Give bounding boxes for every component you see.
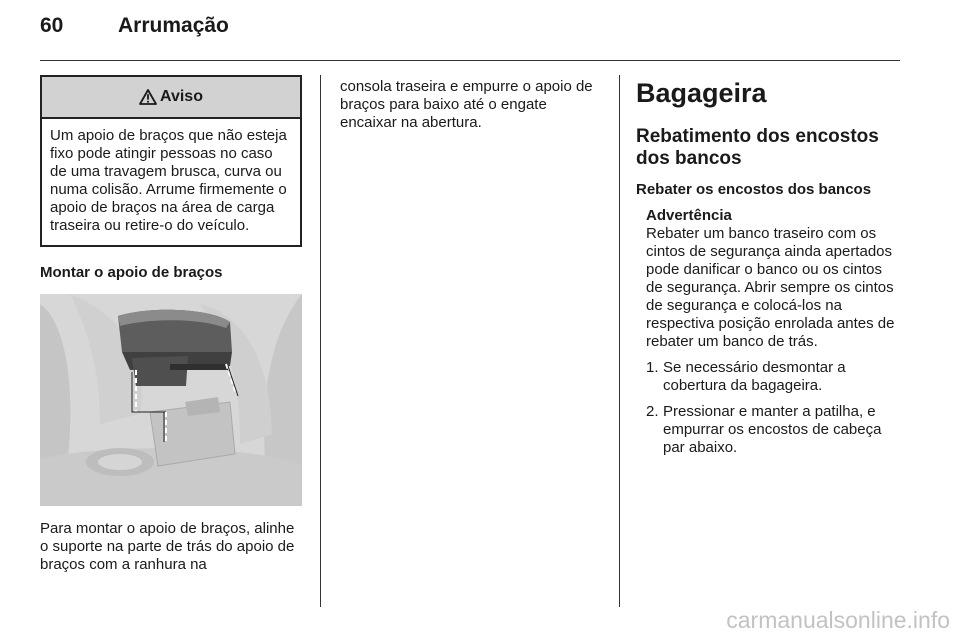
- section-title: Bagageira: [636, 78, 767, 108]
- section-subtitle: Rebatimento dos encostos dos bancos: [636, 126, 879, 169]
- page-number: 60: [40, 14, 64, 37]
- list-item: [646, 403, 901, 457]
- note-title: Advertência: [646, 207, 732, 224]
- column-divider-1: [320, 75, 321, 607]
- column-divider-2: [619, 75, 620, 607]
- page-title: Arrumação: [118, 14, 229, 37]
- watermark: carmanualsonline.info: [726, 607, 950, 633]
- column-left: [40, 75, 302, 574]
- column-right: [636, 78, 901, 465]
- warning-box: [40, 75, 302, 247]
- warning-heading: Aviso: [160, 88, 203, 105]
- warning-text: Um apoio de braços que não esteja fixo pode atingir pessoas no caso de uma travagem brusca, curva ou numa colisão. Arrume firmemente o apoio de braços na área de carga traseira ou retire-o do veículo.: [50, 127, 287, 234]
- mount-paragraph: Para montar o apoio de braços, alinhe o suporte na parte de trás do apoio de braços com a ranhura na: [40, 520, 295, 573]
- subsection-heading: Rebater os encostos dos bancos: [636, 181, 872, 198]
- step-number: 1.: [646, 359, 659, 376]
- column-middle: [340, 78, 605, 132]
- armrest-illustration: [40, 294, 302, 506]
- step-number: 2.: [646, 403, 659, 420]
- list-item: [646, 359, 901, 395]
- warning-triangle-icon: [139, 89, 157, 105]
- step-text: Se necessário desmontar a cobertura da bagageira.: [663, 359, 846, 394]
- mount-heading: Montar o apoio de braços: [40, 264, 223, 281]
- note-block: [636, 207, 901, 457]
- warning-header: [42, 77, 300, 119]
- continuation-paragraph: consola traseira e empurre o apoio de braços para baixo até o engate encaixar na abertura.: [340, 78, 593, 131]
- step-text: Pressionar e manter a patilha, e empurrar os encostos de cabeça par abaixo.: [663, 403, 882, 456]
- header-rule: [40, 60, 900, 61]
- steps-list: [646, 359, 901, 457]
- note-text: Rebater um banco traseiro com os cintos de segurança ainda apertados pode danificar o banco ou os cintos de segurança. Abrir sempre os cintos de segurança e colocá-los na respectiva posição enrolada antes de rebater um banco de trás.: [646, 225, 895, 350]
